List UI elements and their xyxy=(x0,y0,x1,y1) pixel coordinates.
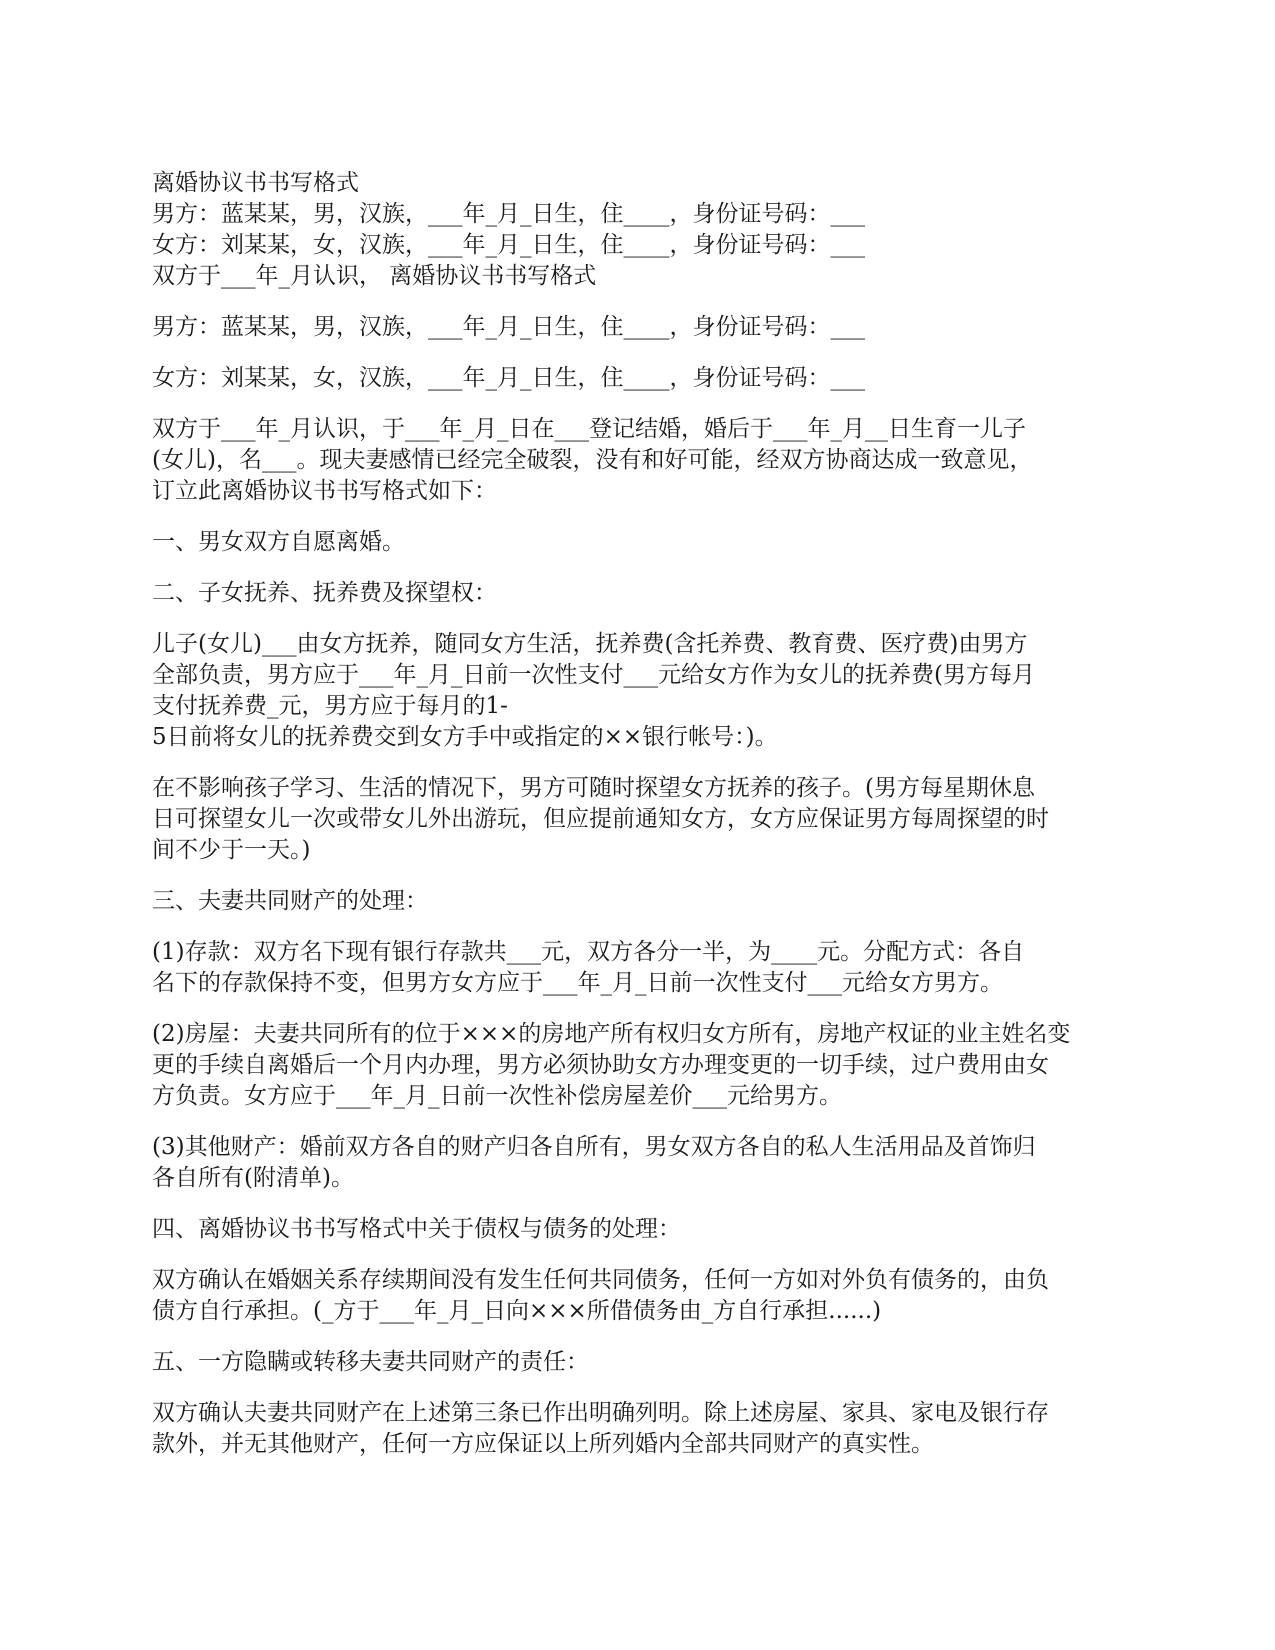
text-line: 二、子女抚养、抚养费及探望权： xyxy=(152,580,497,606)
text-line: 5日前将女儿的抚养费交到女方手中或指定的××银行帐号：)。 xyxy=(152,724,778,750)
paragraph-property-liability xyxy=(152,1398,1142,1460)
paragraph-debts xyxy=(152,1265,1142,1327)
text-line: 五、一方隐瞒或转移夫妻共同财产的责任： xyxy=(152,1349,589,1375)
paragraph-preamble xyxy=(152,414,1142,507)
text-line: 女方：刘某某，女，汉族，___年_月_日生，住____，身份证号码：___ xyxy=(152,365,865,391)
text-line: 全部负责，男方应于___年_月_日前一次性支付___元给女方作为女儿的抚养费(男方每月 xyxy=(152,662,1035,688)
document-header xyxy=(152,168,1142,292)
text-line: 四、离婚协议书书写格式中关于债权与债务的处理： xyxy=(152,1216,681,1242)
paragraph-visitation xyxy=(152,773,1142,866)
paragraph-house xyxy=(152,1019,1142,1112)
text-line: 更的手续自离婚后一个月内办理，男方必须协助女方办理变更的一切手续，过户费用由女 xyxy=(152,1052,1049,1078)
document-title: 离婚协议书书写格式 xyxy=(152,170,359,196)
text-line: 儿子(女儿)___由女方抚养，随同女方生活，抚养费(含托养费、教育费、医疗费)由男方 xyxy=(152,631,1028,657)
text-line: 支付抚养费_元，男方应于每月的1- xyxy=(152,693,508,719)
section-heading-5 xyxy=(152,1347,1142,1378)
text-line: (1)存款：双方名下现有银行存款共___元，双方各分一半，为____元。分配方式：各自 xyxy=(152,939,1025,965)
text-line: (2)房屋：夫妻共同所有的位于×××的房地产所有权归女方所有，房地产权证的业主姓名变 xyxy=(152,1021,1071,1047)
text-line: (3)其他财产：婚前双方各自的财产归各自所有，男女双方各自的私人生活用品及首饰归 xyxy=(152,1134,1036,1160)
text-line: 一、男女双方自愿离婚。 xyxy=(152,529,405,555)
paragraph-female-info xyxy=(152,363,1142,394)
paragraph-male-info xyxy=(152,312,1142,343)
text-line: 间不少于一天。) xyxy=(152,837,311,863)
section-heading-2 xyxy=(152,578,1142,609)
section-heading-4 xyxy=(152,1214,1142,1245)
text-line: 双方于___年_月认识，于___年_月_日在___登记结婚，婚后于___年_月__日生育一儿子 xyxy=(152,416,1026,442)
text-line: 男方：蓝某某，男，汉族，___年_月_日生，住____，身份证号码：___ xyxy=(152,314,865,340)
paragraph-other-property xyxy=(152,1132,1142,1194)
paragraph-savings xyxy=(152,937,1142,999)
text-line: 各自所有(附清单)。 xyxy=(152,1165,354,1191)
text-line: 双方确认夫妻共同财产在上述第三条已作出明确列明。除上述房屋、家具、家电及银行存 xyxy=(152,1400,1049,1426)
paragraph-child-support xyxy=(152,629,1142,753)
document-body xyxy=(152,168,1142,1480)
text-line: 日可探望女儿一次或带女儿外出游玩，但应提前通知女方，女方应保证男方每周探望的时 xyxy=(152,806,1049,832)
section-heading-3 xyxy=(152,886,1142,917)
text-line: (女儿)，名___。现夫妻感情已经完全破裂，没有和好可能，经双方协商达成一致意见， xyxy=(152,447,1033,473)
text-line: 在不影响孩子学习、生活的情况下，男方可随时探望女方抚养的孩子。(男方每星期休息 xyxy=(152,775,1035,801)
section-heading-1 xyxy=(152,527,1142,558)
text-line: 债方自行承担。(_方于___年_月_日向×××所借债务由_方自行承担......) xyxy=(152,1298,882,1324)
text-line: 双方确认在婚姻关系存续期间没有发生任何共同债务，任何一方如对外负有债务的，由负 xyxy=(152,1267,1049,1293)
header-line-female: 女方：刘某某，女，汉族，___年_月_日生，住____，身份证号码：___ xyxy=(152,232,865,258)
text-line: 订立此离婚协议书书写格式如下： xyxy=(152,478,497,504)
text-line: 方负责。女方应于___年_月_日前一次性补偿房屋差价___元给男方。 xyxy=(152,1083,842,1109)
text-line: 三、夫妻共同财产的处理： xyxy=(152,888,428,914)
text-line: 名下的存款保持不变，但男方女方应于___年_月_日前一次性支付___元给女方男方。 xyxy=(152,970,1003,996)
header-line-male: 男方：蓝某某，男，汉族，___年_月_日生，住____，身份证号码：___ xyxy=(152,201,865,227)
text-line: 款外，并无其他财产，任何一方应保证以上所列婚内全部共同财产的真实性。 xyxy=(152,1431,934,1457)
header-line-acquaintance: 双方于___年_月认识， 离婚协议书书写格式 xyxy=(152,263,597,289)
